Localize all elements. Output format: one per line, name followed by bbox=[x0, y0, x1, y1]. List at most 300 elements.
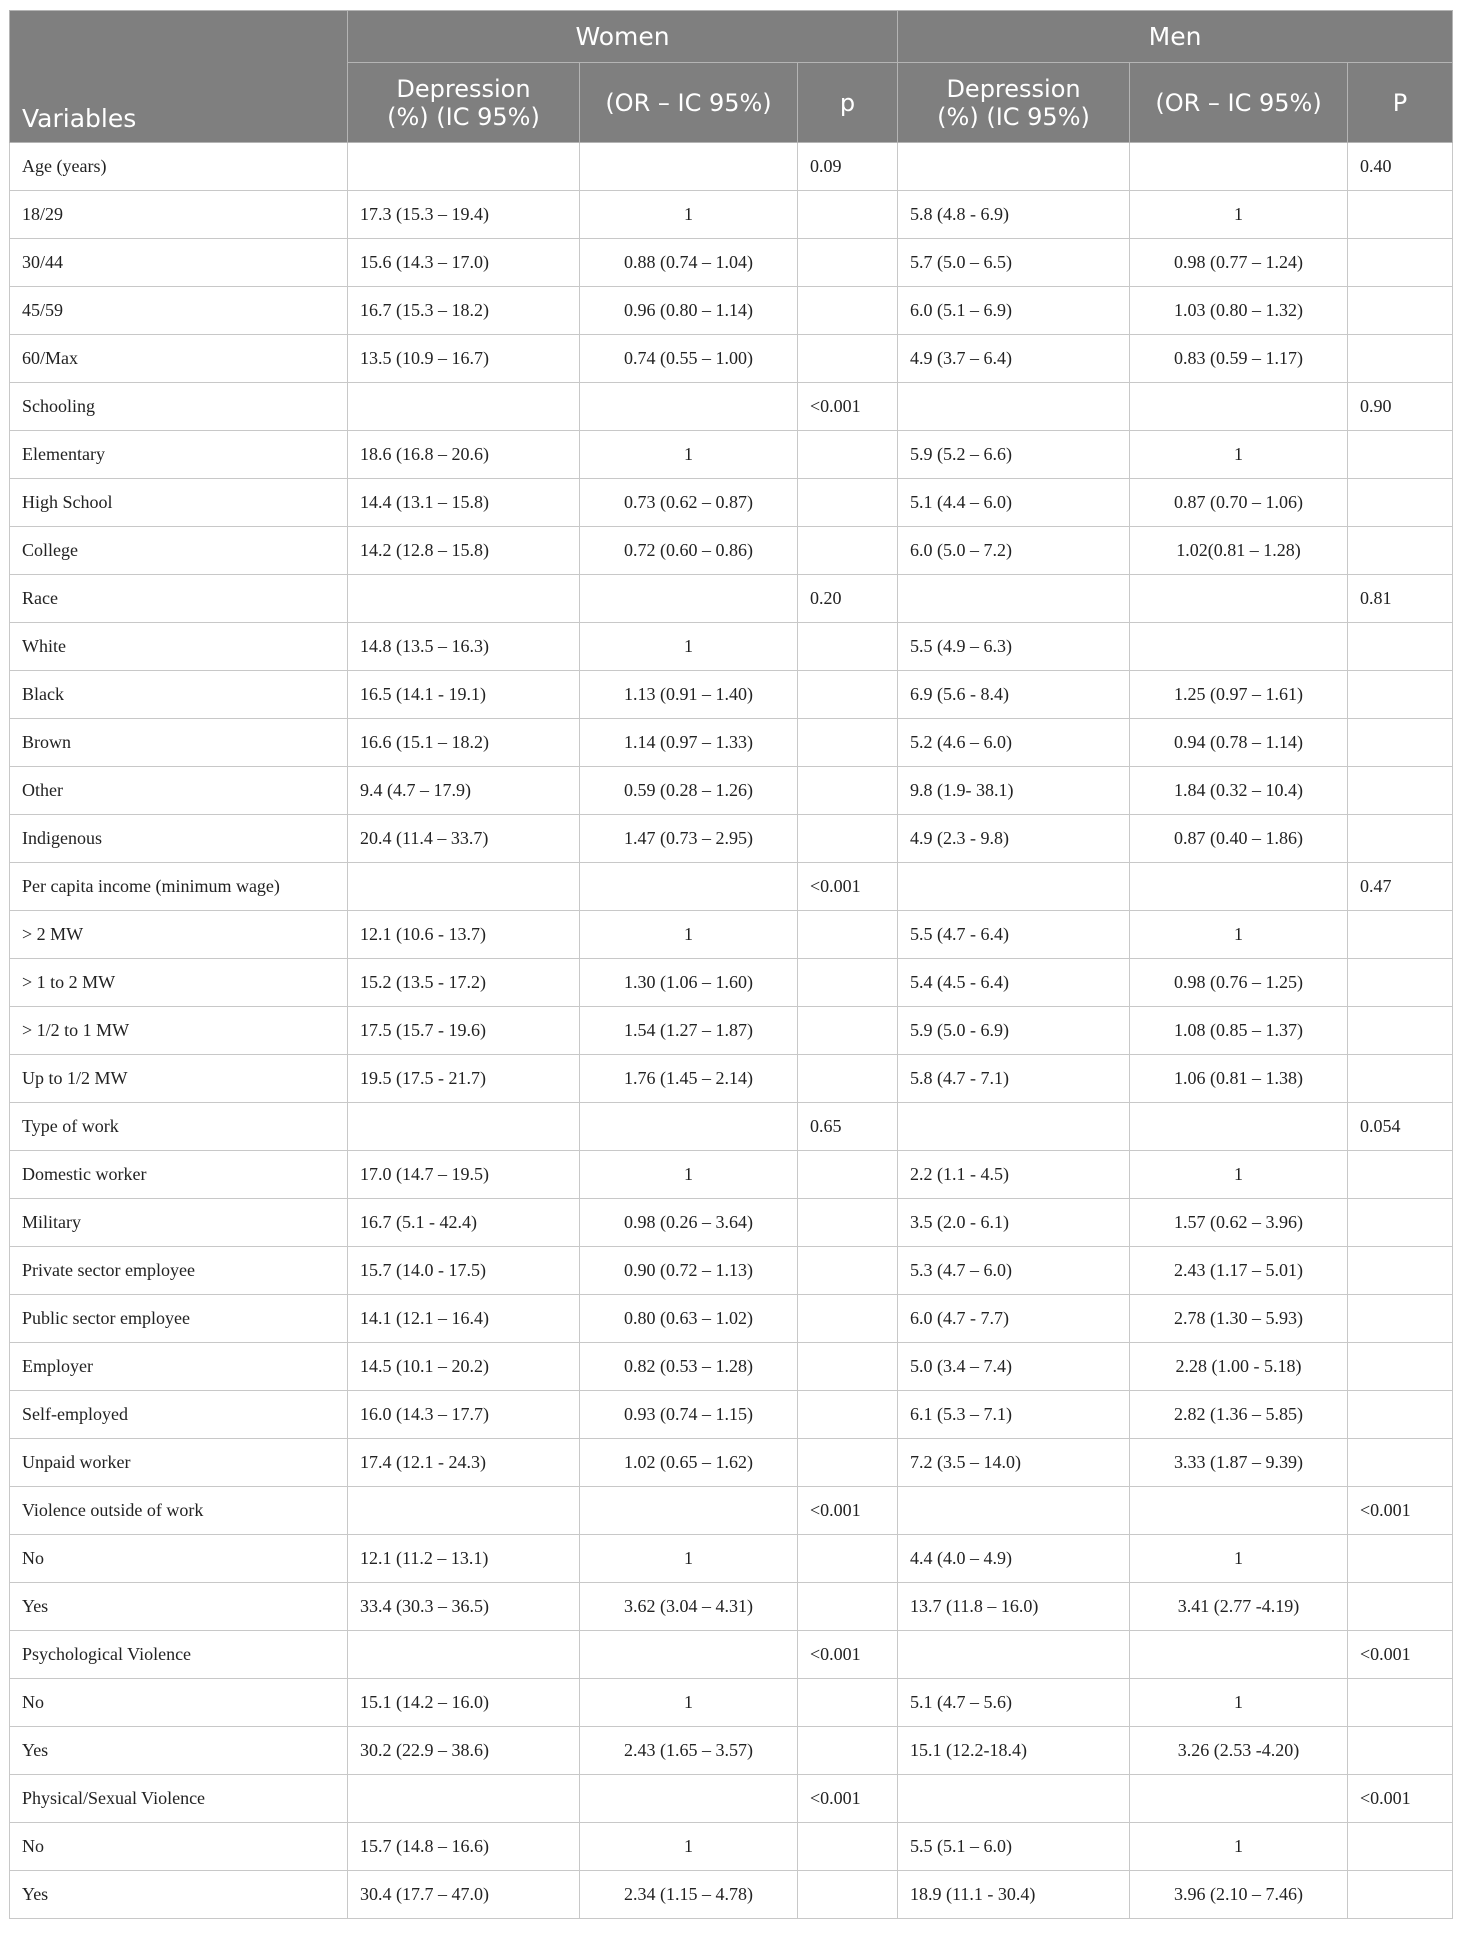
cell-women-or: 1 bbox=[580, 911, 798, 959]
cell-women-depression bbox=[348, 863, 580, 911]
cell-men-depression: 5.7 (5.0 – 6.5) bbox=[898, 239, 1130, 287]
cell-men-p bbox=[1348, 1007, 1453, 1055]
cell-women-or: 0.74 (0.55 – 1.00) bbox=[580, 335, 798, 383]
cell-women-or: 3.62 (3.04 – 4.31) bbox=[580, 1583, 798, 1631]
cell-variable: Yes bbox=[10, 1727, 348, 1775]
table-row bbox=[10, 1631, 1453, 1679]
header-men-depression: Depression (%) (IC 95%) bbox=[898, 63, 1130, 143]
table-row bbox=[10, 863, 1453, 911]
cell-men-p bbox=[1348, 1439, 1453, 1487]
cell-variable: 60/Max bbox=[10, 335, 348, 383]
cell-women-depression: 16.5 (14.1 - 19.1) bbox=[348, 671, 580, 719]
cell-men-or: 0.98 (0.77 – 1.24) bbox=[1130, 239, 1348, 287]
cell-women-or: 1 bbox=[580, 1151, 798, 1199]
table-row bbox=[10, 1487, 1453, 1535]
cell-variable: No bbox=[10, 1823, 348, 1871]
cell-men-depression bbox=[898, 143, 1130, 191]
cell-men-or bbox=[1130, 863, 1348, 911]
cell-women-depression: 14.1 (12.1 – 16.4) bbox=[348, 1295, 580, 1343]
cell-women-p: <0.001 bbox=[798, 863, 898, 911]
cell-men-depression bbox=[898, 575, 1130, 623]
cell-men-or: 0.94 (0.78 – 1.14) bbox=[1130, 719, 1348, 767]
cell-women-depression: 17.4 (12.1 - 24.3) bbox=[348, 1439, 580, 1487]
cell-women-depression: 9.4 (4.7 – 17.9) bbox=[348, 767, 580, 815]
cell-men-depression: 5.2 (4.6 – 6.0) bbox=[898, 719, 1130, 767]
cell-variable: Up to 1/2 MW bbox=[10, 1055, 348, 1103]
table-row bbox=[10, 815, 1453, 863]
cell-men-depression: 5.4 (4.5 - 6.4) bbox=[898, 959, 1130, 1007]
cell-men-p bbox=[1348, 479, 1453, 527]
cell-women-depression bbox=[348, 1631, 580, 1679]
cell-women-depression: 12.1 (11.2 – 13.1) bbox=[348, 1535, 580, 1583]
table-row bbox=[10, 671, 1453, 719]
cell-women-depression: 15.7 (14.0 - 17.5) bbox=[348, 1247, 580, 1295]
table-body bbox=[10, 143, 1453, 1919]
cell-men-or: 3.26 (2.53 -4.20) bbox=[1130, 1727, 1348, 1775]
cell-men-depression: 15.1 (12.2-18.4) bbox=[898, 1727, 1130, 1775]
table-row bbox=[10, 1391, 1453, 1439]
cell-variable: > 2 MW bbox=[10, 911, 348, 959]
cell-men-or: 3.33 (1.87 – 9.39) bbox=[1130, 1439, 1348, 1487]
cell-men-or bbox=[1130, 1487, 1348, 1535]
table-row bbox=[10, 1823, 1453, 1871]
cell-women-depression: 13.5 (10.9 – 16.7) bbox=[348, 335, 580, 383]
table-row bbox=[10, 527, 1453, 575]
cell-women-or: 1.54 (1.27 – 1.87) bbox=[580, 1007, 798, 1055]
cell-men-or bbox=[1130, 383, 1348, 431]
cell-women-or: 1.30 (1.06 – 1.60) bbox=[580, 959, 798, 1007]
cell-women-or: 0.88 (0.74 – 1.04) bbox=[580, 239, 798, 287]
table-row bbox=[10, 1295, 1453, 1343]
table-row bbox=[10, 143, 1453, 191]
cell-women-p bbox=[798, 431, 898, 479]
cell-women-depression bbox=[348, 1103, 580, 1151]
table-row bbox=[10, 719, 1453, 767]
table-row bbox=[10, 1727, 1453, 1775]
cell-men-p bbox=[1348, 431, 1453, 479]
cell-men-depression: 7.2 (3.5 – 14.0) bbox=[898, 1439, 1130, 1487]
table-row bbox=[10, 287, 1453, 335]
header-women: Women bbox=[348, 11, 898, 63]
cell-women-or: 1.47 (0.73 – 2.95) bbox=[580, 815, 798, 863]
cell-men-p bbox=[1348, 911, 1453, 959]
cell-women-depression: 16.6 (15.1 – 18.2) bbox=[348, 719, 580, 767]
header-men-p: P bbox=[1348, 63, 1453, 143]
cell-variable: Race bbox=[10, 575, 348, 623]
table-row bbox=[10, 911, 1453, 959]
cell-women-depression: 15.1 (14.2 – 16.0) bbox=[348, 1679, 580, 1727]
cell-men-p bbox=[1348, 1583, 1453, 1631]
cell-men-depression: 9.8 (1.9- 38.1) bbox=[898, 767, 1130, 815]
cell-women-p bbox=[798, 1439, 898, 1487]
header-women-depression: Depression (%) (IC 95%) bbox=[348, 63, 580, 143]
cell-women-p bbox=[798, 479, 898, 527]
cell-men-depression bbox=[898, 1631, 1130, 1679]
cell-women-depression bbox=[348, 1775, 580, 1823]
cell-men-or bbox=[1130, 1775, 1348, 1823]
cell-women-p bbox=[798, 191, 898, 239]
cell-variable: Age (years) bbox=[10, 143, 348, 191]
cell-men-depression: 6.0 (4.7 - 7.7) bbox=[898, 1295, 1130, 1343]
cell-women-or: 0.72 (0.60 – 0.86) bbox=[580, 527, 798, 575]
cell-women-depression: 14.4 (13.1 – 15.8) bbox=[348, 479, 580, 527]
cell-men-or: 0.83 (0.59 – 1.17) bbox=[1130, 335, 1348, 383]
cell-variable: Other bbox=[10, 767, 348, 815]
table-row bbox=[10, 191, 1453, 239]
table-row bbox=[10, 959, 1453, 1007]
cell-men-depression bbox=[898, 1487, 1130, 1535]
cell-variable: > 1 to 2 MW bbox=[10, 959, 348, 1007]
cell-women-depression: 15.6 (14.3 – 17.0) bbox=[348, 239, 580, 287]
cell-men-or: 1.03 (0.80 – 1.32) bbox=[1130, 287, 1348, 335]
cell-men-p bbox=[1348, 767, 1453, 815]
cell-women-p bbox=[798, 335, 898, 383]
cell-men-or: 1.84 (0.32 – 10.4) bbox=[1130, 767, 1348, 815]
cell-men-or: 1 bbox=[1130, 911, 1348, 959]
cell-women-p: <0.001 bbox=[798, 1487, 898, 1535]
cell-women-depression: 33.4 (30.3 – 36.5) bbox=[348, 1583, 580, 1631]
table-row bbox=[10, 1055, 1453, 1103]
header-men-or: (OR – IC 95%) bbox=[1130, 63, 1348, 143]
cell-women-p bbox=[798, 911, 898, 959]
cell-women-p bbox=[798, 1391, 898, 1439]
cell-women-or bbox=[580, 1631, 798, 1679]
cell-men-p bbox=[1348, 287, 1453, 335]
cell-men-depression bbox=[898, 1775, 1130, 1823]
cell-women-p bbox=[798, 1247, 898, 1295]
cell-men-or: 2.82 (1.36 – 5.85) bbox=[1130, 1391, 1348, 1439]
cell-men-depression: 4.9 (3.7 – 6.4) bbox=[898, 335, 1130, 383]
cell-variable: 30/44 bbox=[10, 239, 348, 287]
cell-women-or: 2.34 (1.15 – 4.78) bbox=[580, 1871, 798, 1919]
table-row bbox=[10, 1247, 1453, 1295]
cell-women-or bbox=[580, 575, 798, 623]
cell-women-p: 0.09 bbox=[798, 143, 898, 191]
cell-men-depression: 5.5 (4.7 - 6.4) bbox=[898, 911, 1130, 959]
cell-women-depression: 15.2 (13.5 - 17.2) bbox=[348, 959, 580, 1007]
table-row bbox=[10, 1343, 1453, 1391]
cell-men-depression: 6.0 (5.0 – 7.2) bbox=[898, 527, 1130, 575]
cell-women-or: 1 bbox=[580, 431, 798, 479]
cell-women-depression: 19.5 (17.5 - 21.7) bbox=[348, 1055, 580, 1103]
cell-variable: 18/29 bbox=[10, 191, 348, 239]
cell-women-p bbox=[798, 1007, 898, 1055]
cell-women-depression: 20.4 (11.4 – 33.7) bbox=[348, 815, 580, 863]
cell-men-depression: 5.5 (4.9 – 6.3) bbox=[898, 623, 1130, 671]
cell-men-p bbox=[1348, 1823, 1453, 1871]
cell-men-depression bbox=[898, 863, 1130, 911]
cell-men-or: 2.28 (1.00 - 5.18) bbox=[1130, 1343, 1348, 1391]
cell-men-p: 0.47 bbox=[1348, 863, 1453, 911]
cell-women-depression: 12.1 (10.6 - 13.7) bbox=[348, 911, 580, 959]
cell-men-or bbox=[1130, 1631, 1348, 1679]
cell-variable: Violence outside of work bbox=[10, 1487, 348, 1535]
header-women-or: (OR – IC 95%) bbox=[580, 63, 798, 143]
cell-men-p bbox=[1348, 1727, 1453, 1775]
cell-variable: Schooling bbox=[10, 383, 348, 431]
cell-women-or: 1 bbox=[580, 623, 798, 671]
cell-women-p bbox=[798, 767, 898, 815]
cell-men-p bbox=[1348, 1535, 1453, 1583]
cell-variable: No bbox=[10, 1535, 348, 1583]
cell-men-p: 0.81 bbox=[1348, 575, 1453, 623]
cell-men-p bbox=[1348, 335, 1453, 383]
cell-men-or: 2.43 (1.17 – 5.01) bbox=[1130, 1247, 1348, 1295]
cell-men-depression: 2.2 (1.1 - 4.5) bbox=[898, 1151, 1130, 1199]
cell-women-or bbox=[580, 383, 798, 431]
cell-women-depression bbox=[348, 383, 580, 431]
cell-men-or: 0.87 (0.40 – 1.86) bbox=[1130, 815, 1348, 863]
cell-men-or: 3.96 (2.10 – 7.46) bbox=[1130, 1871, 1348, 1919]
depression-table bbox=[9, 10, 1453, 1919]
cell-women-or: 0.98 (0.26 – 3.64) bbox=[580, 1199, 798, 1247]
cell-men-p bbox=[1348, 1343, 1453, 1391]
cell-men-p: <0.001 bbox=[1348, 1775, 1453, 1823]
cell-women-p: 0.20 bbox=[798, 575, 898, 623]
cell-men-depression: 5.0 (3.4 – 7.4) bbox=[898, 1343, 1130, 1391]
cell-variable: Public sector employee bbox=[10, 1295, 348, 1343]
cell-men-p bbox=[1348, 815, 1453, 863]
cell-men-depression: 18.9 (11.1 - 30.4) bbox=[898, 1871, 1130, 1919]
cell-men-or: 1.25 (0.97 – 1.61) bbox=[1130, 671, 1348, 719]
cell-women-depression: 18.6 (16.8 – 20.6) bbox=[348, 431, 580, 479]
cell-men-or: 3.41 (2.77 -4.19) bbox=[1130, 1583, 1348, 1631]
cell-women-p bbox=[798, 1727, 898, 1775]
cell-men-depression bbox=[898, 1103, 1130, 1151]
cell-men-p bbox=[1348, 1055, 1453, 1103]
cell-men-depression: 5.8 (4.7 - 7.1) bbox=[898, 1055, 1130, 1103]
cell-variable: Yes bbox=[10, 1871, 348, 1919]
header-variables: Variables bbox=[10, 11, 348, 143]
table-row bbox=[10, 1679, 1453, 1727]
cell-women-depression: 16.0 (14.3 – 17.7) bbox=[348, 1391, 580, 1439]
cell-women-p bbox=[798, 1871, 898, 1919]
cell-men-depression: 3.5 (2.0 - 6.1) bbox=[898, 1199, 1130, 1247]
table-row bbox=[10, 1007, 1453, 1055]
cell-men-or bbox=[1130, 575, 1348, 623]
table-row bbox=[10, 1439, 1453, 1487]
cell-men-or: 1 bbox=[1130, 191, 1348, 239]
cell-women-p bbox=[798, 1199, 898, 1247]
cell-variable: Private sector employee bbox=[10, 1247, 348, 1295]
cell-men-p bbox=[1348, 1247, 1453, 1295]
cell-men-p bbox=[1348, 191, 1453, 239]
cell-men-or: 0.98 (0.76 – 1.25) bbox=[1130, 959, 1348, 1007]
cell-variable: 45/59 bbox=[10, 287, 348, 335]
cell-women-or: 0.73 (0.62 – 0.87) bbox=[580, 479, 798, 527]
cell-variable: Employer bbox=[10, 1343, 348, 1391]
table-row bbox=[10, 767, 1453, 815]
cell-women-p bbox=[798, 1151, 898, 1199]
cell-women-or: 1.02 (0.65 – 1.62) bbox=[580, 1439, 798, 1487]
cell-men-or: 1.02(0.81 – 1.28) bbox=[1130, 527, 1348, 575]
cell-men-or: 1.08 (0.85 – 1.37) bbox=[1130, 1007, 1348, 1055]
cell-men-or: 1 bbox=[1130, 431, 1348, 479]
cell-men-p bbox=[1348, 1151, 1453, 1199]
table-row bbox=[10, 431, 1453, 479]
table-row bbox=[10, 1151, 1453, 1199]
cell-women-depression: 30.4 (17.7 – 47.0) bbox=[348, 1871, 580, 1919]
cell-men-or bbox=[1130, 143, 1348, 191]
cell-women-p bbox=[798, 815, 898, 863]
cell-men-p bbox=[1348, 1679, 1453, 1727]
cell-men-or: 0.87 (0.70 – 1.06) bbox=[1130, 479, 1348, 527]
cell-women-or: 0.80 (0.63 – 1.02) bbox=[580, 1295, 798, 1343]
cell-women-p bbox=[798, 1679, 898, 1727]
cell-women-or: 0.93 (0.74 – 1.15) bbox=[580, 1391, 798, 1439]
cell-men-depression: 4.4 (4.0 – 4.9) bbox=[898, 1535, 1130, 1583]
cell-women-or: 1 bbox=[580, 191, 798, 239]
cell-women-or: 1 bbox=[580, 1679, 798, 1727]
cell-women-depression: 17.3 (15.3 – 19.4) bbox=[348, 191, 580, 239]
cell-variable: White bbox=[10, 623, 348, 671]
cell-variable: Per capita income (minimum wage) bbox=[10, 863, 348, 911]
cell-women-or bbox=[580, 1103, 798, 1151]
cell-women-or bbox=[580, 1775, 798, 1823]
cell-women-or: 1.14 (0.97 – 1.33) bbox=[580, 719, 798, 767]
cell-women-p bbox=[798, 1583, 898, 1631]
cell-women-depression bbox=[348, 143, 580, 191]
cell-men-p bbox=[1348, 623, 1453, 671]
cell-women-or: 0.90 (0.72 – 1.13) bbox=[580, 1247, 798, 1295]
cell-men-or: 1 bbox=[1130, 1151, 1348, 1199]
cell-men-depression: 13.7 (11.8 – 16.0) bbox=[898, 1583, 1130, 1631]
cell-women-or: 1 bbox=[580, 1823, 798, 1871]
cell-women-p bbox=[798, 239, 898, 287]
cell-women-p bbox=[798, 527, 898, 575]
cell-women-depression: 16.7 (5.1 - 42.4) bbox=[348, 1199, 580, 1247]
cell-women-p bbox=[798, 1823, 898, 1871]
cell-women-depression: 15.7 (14.8 – 16.6) bbox=[348, 1823, 580, 1871]
cell-men-p: <0.001 bbox=[1348, 1487, 1453, 1535]
header-women-p: p bbox=[798, 63, 898, 143]
cell-men-depression: 5.5 (5.1 – 6.0) bbox=[898, 1823, 1130, 1871]
table-row bbox=[10, 1199, 1453, 1247]
cell-variable: College bbox=[10, 527, 348, 575]
table-header bbox=[10, 11, 1453, 143]
cell-men-or: 1.06 (0.81 – 1.38) bbox=[1130, 1055, 1348, 1103]
cell-men-p bbox=[1348, 1199, 1453, 1247]
cell-women-or: 2.43 (1.65 – 3.57) bbox=[580, 1727, 798, 1775]
table-row bbox=[10, 1583, 1453, 1631]
table-row bbox=[10, 1871, 1453, 1919]
cell-women-or: 1 bbox=[580, 1535, 798, 1583]
cell-men-depression: 5.1 (4.7 – 5.6) bbox=[898, 1679, 1130, 1727]
cell-men-p bbox=[1348, 1295, 1453, 1343]
cell-women-depression: 14.2 (12.8 – 15.8) bbox=[348, 527, 580, 575]
cell-women-p bbox=[798, 287, 898, 335]
table-row bbox=[10, 1775, 1453, 1823]
data-table-container bbox=[9, 10, 1452, 1919]
cell-variable: > 1/2 to 1 MW bbox=[10, 1007, 348, 1055]
cell-women-p bbox=[798, 623, 898, 671]
cell-women-p bbox=[798, 719, 898, 767]
cell-men-or bbox=[1130, 1103, 1348, 1151]
header-men: Men bbox=[898, 11, 1453, 63]
cell-women-depression: 17.0 (14.7 – 19.5) bbox=[348, 1151, 580, 1199]
table-row bbox=[10, 623, 1453, 671]
cell-variable: Military bbox=[10, 1199, 348, 1247]
cell-men-or bbox=[1130, 623, 1348, 671]
cell-women-p bbox=[798, 1055, 898, 1103]
cell-men-p: 0.40 bbox=[1348, 143, 1453, 191]
cell-women-or bbox=[580, 863, 798, 911]
cell-men-depression: 4.9 (2.3 - 9.8) bbox=[898, 815, 1130, 863]
cell-women-p bbox=[798, 1343, 898, 1391]
table-row bbox=[10, 575, 1453, 623]
cell-men-p bbox=[1348, 671, 1453, 719]
cell-variable: Domestic worker bbox=[10, 1151, 348, 1199]
cell-men-depression: 6.0 (5.1 – 6.9) bbox=[898, 287, 1130, 335]
cell-women-p: <0.001 bbox=[798, 383, 898, 431]
cell-men-depression: 5.1 (4.4 – 6.0) bbox=[898, 479, 1130, 527]
cell-men-p: 0.90 bbox=[1348, 383, 1453, 431]
cell-women-or: 0.96 (0.80 – 1.14) bbox=[580, 287, 798, 335]
cell-variable: Indigenous bbox=[10, 815, 348, 863]
cell-women-p: <0.001 bbox=[798, 1631, 898, 1679]
cell-women-depression: 30.2 (22.9 – 38.6) bbox=[348, 1727, 580, 1775]
cell-men-depression: 6.9 (5.6 - 8.4) bbox=[898, 671, 1130, 719]
cell-men-or: 2.78 (1.30 – 5.93) bbox=[1130, 1295, 1348, 1343]
cell-men-depression: 5.9 (5.0 - 6.9) bbox=[898, 1007, 1130, 1055]
cell-variable: Physical/Sexual Violence bbox=[10, 1775, 348, 1823]
cell-variable: Unpaid worker bbox=[10, 1439, 348, 1487]
table-row bbox=[10, 239, 1453, 287]
cell-variable: Elementary bbox=[10, 431, 348, 479]
table-row bbox=[10, 1535, 1453, 1583]
cell-variable: Psychological Violence bbox=[10, 1631, 348, 1679]
cell-men-depression: 5.8 (4.8 - 6.9) bbox=[898, 191, 1130, 239]
cell-men-or: 1 bbox=[1130, 1535, 1348, 1583]
cell-women-or bbox=[580, 143, 798, 191]
cell-women-or bbox=[580, 1487, 798, 1535]
cell-women-p: 0.65 bbox=[798, 1103, 898, 1151]
cell-men-depression bbox=[898, 383, 1130, 431]
table-row bbox=[10, 383, 1453, 431]
cell-women-or: 0.59 (0.28 – 1.26) bbox=[580, 767, 798, 815]
cell-variable: Self-employed bbox=[10, 1391, 348, 1439]
cell-women-depression: 16.7 (15.3 – 18.2) bbox=[348, 287, 580, 335]
cell-variable: High School bbox=[10, 479, 348, 527]
cell-variable: Brown bbox=[10, 719, 348, 767]
cell-men-p: 0.054 bbox=[1348, 1103, 1453, 1151]
cell-women-p: <0.001 bbox=[798, 1775, 898, 1823]
cell-variable: Black bbox=[10, 671, 348, 719]
cell-women-p bbox=[798, 1295, 898, 1343]
cell-women-depression: 14.5 (10.1 – 20.2) bbox=[348, 1343, 580, 1391]
cell-men-p bbox=[1348, 239, 1453, 287]
cell-men-or: 1.57 (0.62 – 3.96) bbox=[1130, 1199, 1348, 1247]
table-row bbox=[10, 1103, 1453, 1151]
cell-men-p bbox=[1348, 527, 1453, 575]
cell-men-or: 1 bbox=[1130, 1679, 1348, 1727]
cell-women-depression: 17.5 (15.7 - 19.6) bbox=[348, 1007, 580, 1055]
cell-men-depression: 6.1 (5.3 – 7.1) bbox=[898, 1391, 1130, 1439]
cell-men-p bbox=[1348, 719, 1453, 767]
cell-men-p bbox=[1348, 1391, 1453, 1439]
cell-men-depression: 5.3 (4.7 – 6.0) bbox=[898, 1247, 1130, 1295]
cell-women-p bbox=[798, 1535, 898, 1583]
cell-men-or: 1 bbox=[1130, 1823, 1348, 1871]
cell-variable: Type of work bbox=[10, 1103, 348, 1151]
cell-women-or: 0.82 (0.53 – 1.28) bbox=[580, 1343, 798, 1391]
cell-women-p bbox=[798, 959, 898, 1007]
cell-women-depression: 14.8 (13.5 – 16.3) bbox=[348, 623, 580, 671]
cell-men-p bbox=[1348, 1871, 1453, 1919]
cell-women-or: 1.76 (1.45 – 2.14) bbox=[580, 1055, 798, 1103]
cell-men-p bbox=[1348, 959, 1453, 1007]
cell-men-p: <0.001 bbox=[1348, 1631, 1453, 1679]
